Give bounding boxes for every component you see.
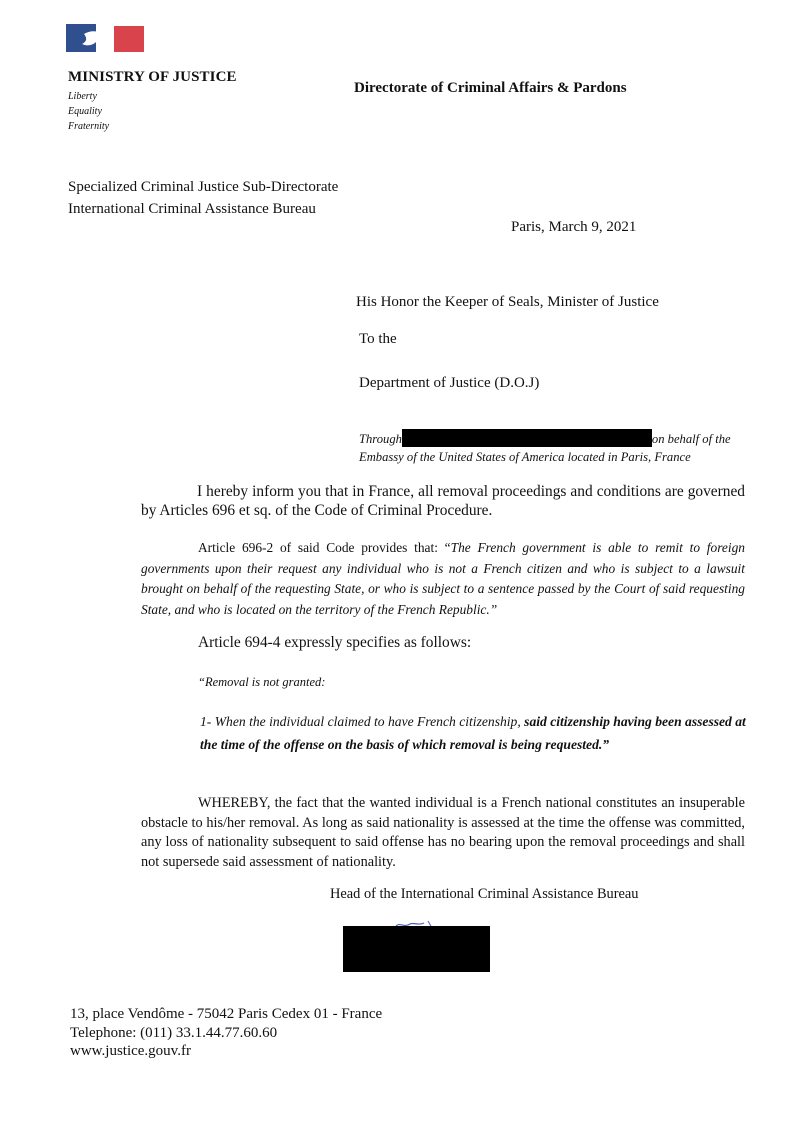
to-line: To the: [359, 331, 397, 347]
footer: [70, 1005, 382, 1061]
article-696-2-lead: Article 696-2 of said Code provides that: “: [198, 540, 451, 555]
redacted-name: [402, 429, 652, 447]
republic-motto: [68, 89, 109, 134]
through-suffix: on behalf of the Embassy of the United States of America located in Paris, France: [359, 432, 731, 464]
from-line: His Honor the Keeper of Seals, Minister of Justice: [356, 294, 659, 310]
paragraph-intro: I hereby inform you that in France, all removal proceedings and conditions are governed by Articles 696 et sq. of the Code of Criminal Procedure.: [141, 483, 745, 519]
bureau-name: International Criminal Assistance Bureau: [68, 201, 316, 217]
footer-address: 13, place Vendôme - 75042 Paris Cedex 01 - France: [70, 1006, 383, 1022]
ministry-name: MINISTRY OF JUSTICE: [68, 69, 237, 85]
paragraph-article-696-2: [141, 538, 745, 620]
signatory-title: Head of the International Criminal Assistance Bureau: [330, 886, 639, 902]
condition-1-bold: said citizenship having been assessed at the time of the offense on the basis of which removal is being requested.”: [200, 714, 746, 752]
sub-directorate: Specialized Criminal Justice Sub-Directorate: [68, 179, 339, 195]
article-696-2-quote: The French government is able to remit to foreign governments upon their request any individual who is not a French citizen and who is subject to a lawsuit brought on behalf of the requesting State, or who is subject to a sentence passed by the Court of said requesting State, and who is located on the territory of the French Republic.”: [141, 540, 745, 617]
condition-1-plain: 1- When the individual claimed to have French citizenship,: [200, 714, 525, 729]
directorate-title: Directorate of Criminal Affairs & Pardons: [354, 80, 627, 96]
paragraph-whereby: WHEREBY, the fact that the wanted individual is a French national constitutes an insuperable obstacle to his/her removal. As long as said nationality is assessed at the time the offense was committed, any loss of nationality subsequent to said offense has no bearing upon the removal proceedings and shall not supersede said assessment of nationality.: [141, 795, 745, 870]
marianne-logo: [66, 24, 144, 54]
through-prefix: Through: [359, 432, 402, 446]
recipient-department: Department of Justice (D.O.J): [359, 375, 540, 391]
through-line: [359, 429, 759, 466]
motto-equality: Equality: [68, 106, 102, 117]
motto-fraternity: Fraternity: [68, 121, 110, 132]
quote-condition-1: [200, 711, 748, 756]
motto-liberty: Liberty: [68, 91, 97, 102]
letter-date: Paris, March 9, 2021: [511, 219, 637, 235]
sender-block: [68, 176, 338, 220]
quote-removal-not-granted: “Removal is not granted:: [198, 675, 326, 689]
redacted-signature: [343, 926, 490, 972]
footer-telephone: Telephone: (011) 33.1.44.77.60.60: [70, 1024, 278, 1041]
footer-website[interactable]: www.justice.gouv.fr: [70, 1043, 191, 1059]
logo-red-band: [114, 26, 144, 52]
paragraph-article-694-4: Article 694-4 expressly specifies as follows:: [198, 634, 472, 651]
